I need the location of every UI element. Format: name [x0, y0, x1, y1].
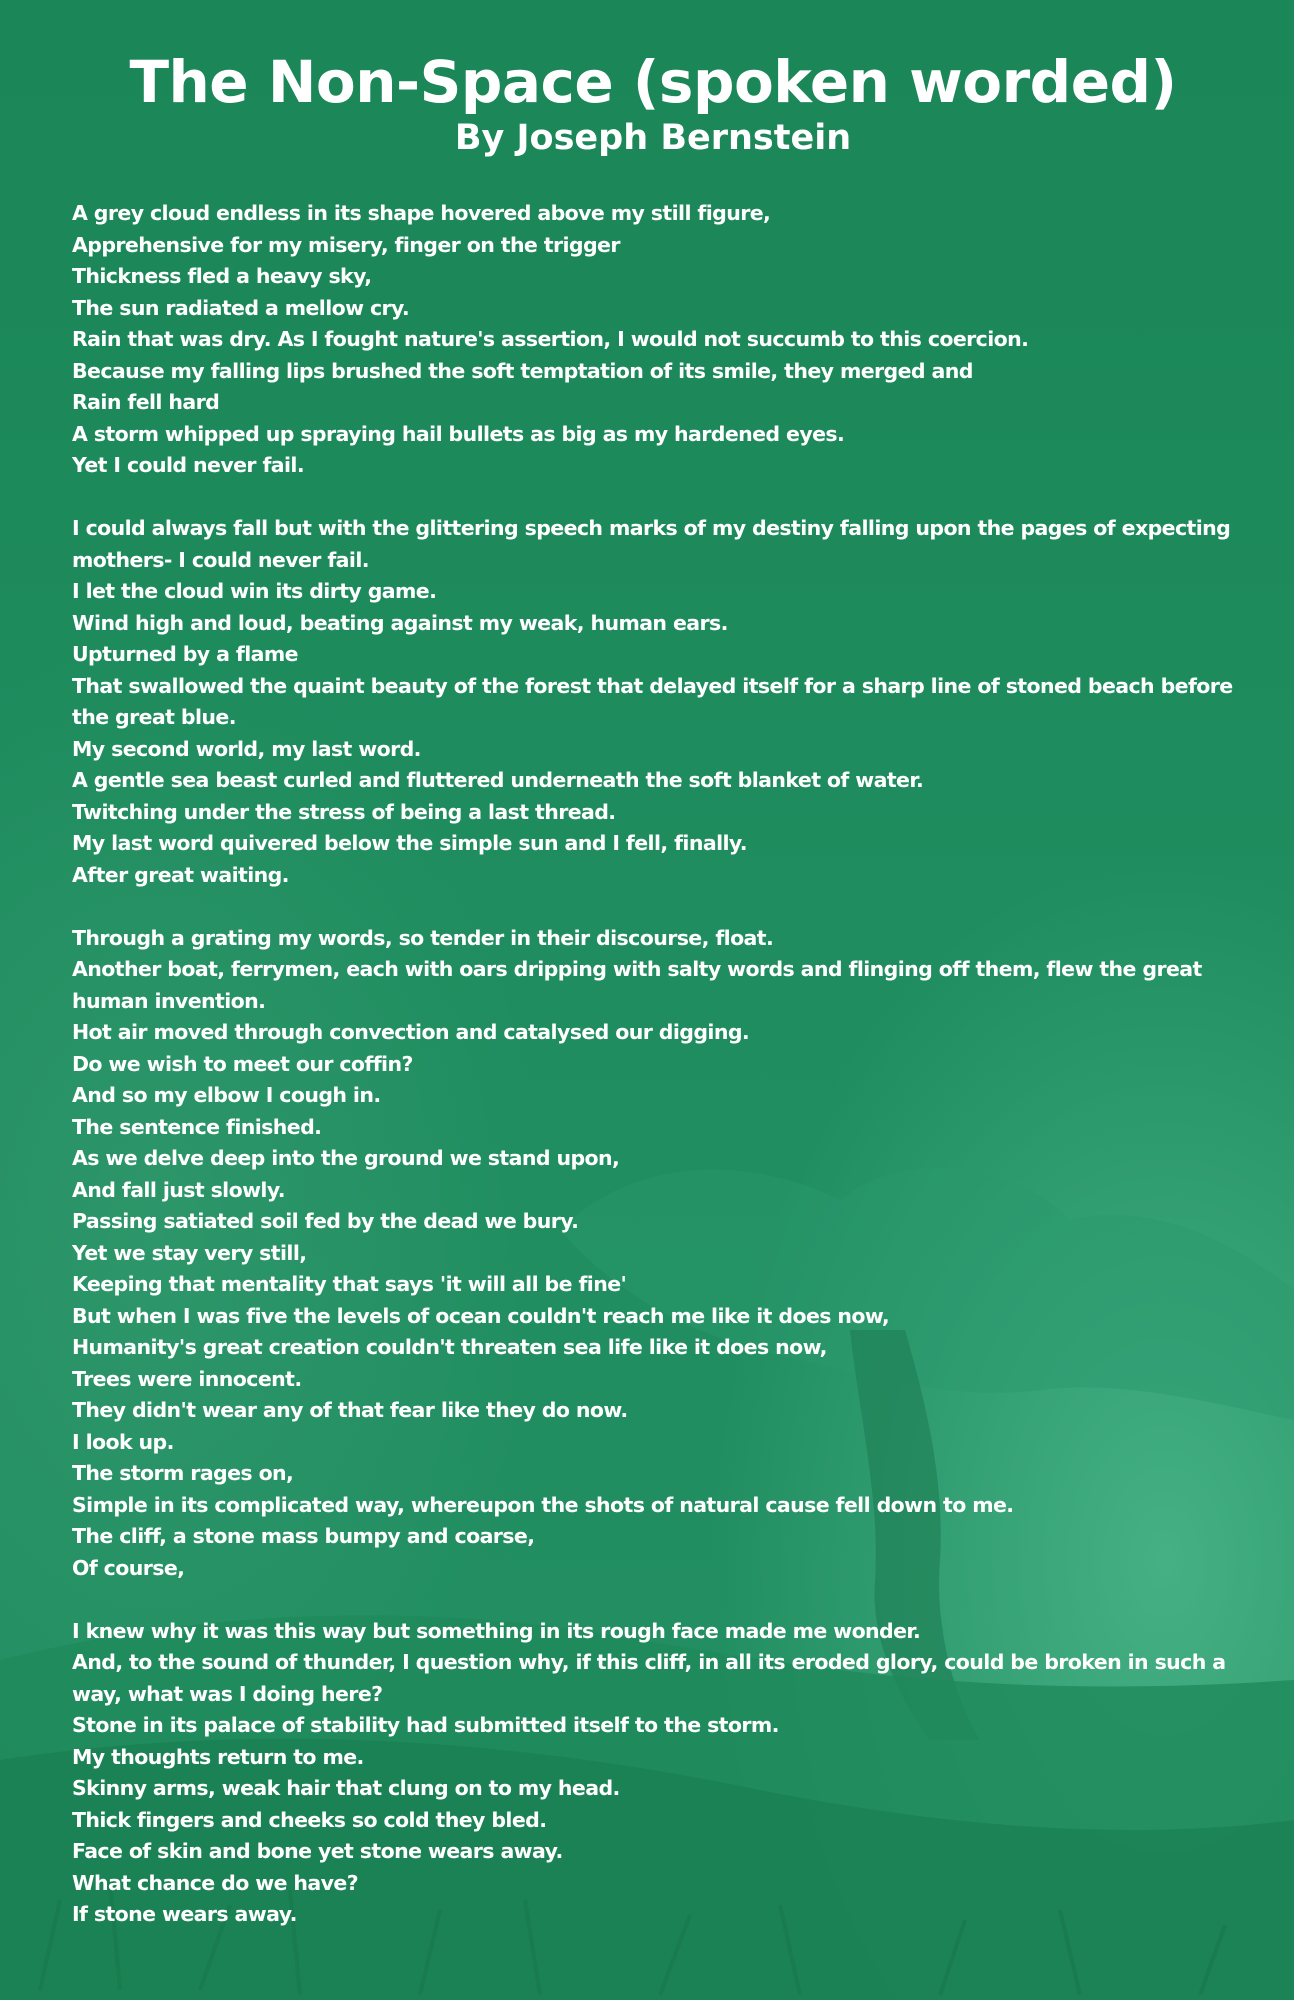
poem-author: By Joseph Bernstein — [454, 118, 852, 158]
poem-body — [72, 198, 1234, 1931]
poem-line: Another boat, ferrymen, each with oars dripping with salty words and flinging off them, flew the great human invention. — [72, 957, 1202, 1013]
poem-line: Face of skin and bone yet stone wears away. — [72, 1839, 563, 1863]
poem-line: I knew why it was this way but something in its rough face made me wonder. — [72, 1618, 921, 1643]
poem-line: Do we wish to meet our coffin? — [72, 1051, 413, 1076]
poem-line: Skinny arms, weak hair that clung on to my head. — [72, 1776, 620, 1800]
poem-stanza — [72, 1616, 1234, 1931]
poem-line: I look up. — [72, 1429, 174, 1454]
poem-line: A gentle sea beast curled and fluttered underneath the soft blanket of water. — [72, 768, 924, 792]
poem-line: Humanity's great creation couldn't threaten sea life like it does now, — [72, 1335, 827, 1359]
poem-stanza — [72, 923, 1234, 1585]
poem-line: If stone wears away. — [72, 1902, 297, 1926]
poem-line: Simple in its complicated way, whereupon the shots of natural cause fell down to me. — [72, 1492, 1014, 1517]
poem-title: The Non-Space (spoken worded) — [129, 48, 1177, 116]
poem-line: They didn't wear any of that fear like they do now. — [72, 1398, 628, 1422]
poem-line: The sun radiated a mellow cry. — [72, 295, 410, 320]
poem-line: My thoughts return to me. — [72, 1744, 364, 1769]
poem-line: The sentence finished. — [72, 1114, 322, 1139]
poem-line: Stone in its palace of stability had submitted itself to the storm. — [72, 1713, 779, 1737]
poem-line: As we delve deep into the ground we stand upon, — [72, 1146, 620, 1170]
poem-line: Yet we stay very still, — [72, 1240, 307, 1265]
poem-line: Yet I could never fail. — [72, 453, 305, 477]
poem-line: What chance do we have? — [72, 1870, 359, 1895]
poem-stanza — [72, 513, 1234, 891]
poem-line: A storm whipped up spraying hail bullets as big as my hardened eyes. — [72, 421, 845, 446]
poem-line: Thickness fled a heavy sky, — [72, 264, 372, 288]
poem-line: A grey cloud endless in its shape hovered above my still figure, — [72, 201, 771, 225]
poem-line: The cliff, a stone mass bumpy and coarse, — [72, 1524, 535, 1548]
poem-line: Trees were innocent. — [72, 1366, 302, 1391]
poem-line: And fall just slowly. — [72, 1177, 285, 1202]
poem-line: But when I was five the levels of ocean couldn't reach me like it does now, — [72, 1303, 890, 1328]
poem-line: My last word quivered below the simple sun and I fell, finally. — [72, 831, 747, 855]
poem-line: Passing satiated soil fed by the dead we bury. — [72, 1209, 579, 1233]
poem-line: I let the cloud win its dirty game. — [72, 579, 437, 603]
poem-line: Because my falling lips brushed the soft temptation of its smile, they merged and — [72, 358, 973, 383]
poem-stanza — [72, 198, 1234, 482]
poem-line: Hot air moved through convection and catalysed our digging. — [72, 1020, 750, 1044]
poem-line: And so my elbow I cough in. — [72, 1083, 381, 1107]
poem-line: Wind high and loud, beating against my weak, human ears. — [72, 610, 728, 635]
poem-line: And, to the sound of thunder, I question why, if this cliff, in all its eroded glory, could be broken in such a way, what was I doing here? — [72, 1650, 1226, 1706]
poem-line: That swallowed the quaint beauty of the forest that delayed itself for a sharp line of stoned beach before the great blue. — [72, 673, 1233, 729]
poem-line: The storm rages on, — [72, 1461, 294, 1485]
poem-line: Twitching under the stress of being a last thread. — [72, 799, 616, 824]
poem-line: Rain that was dry. As I fought nature's assertion, I would not succumb to this coercion. — [72, 327, 1029, 351]
poem-line: Thick fingers and cheeks so cold they bled. — [72, 1807, 547, 1832]
poem-line: Rain fell hard — [72, 390, 220, 414]
poem-line: I could always fall but with the glittering speech marks of my destiny falling upon the pages of expecting mothers- I could never fail. — [72, 516, 1231, 572]
poem-line: Apprehensive for my misery, finger on the trigger — [72, 232, 620, 257]
poem-line: After great waiting. — [72, 862, 289, 887]
poem-line: Keeping that mentality that says 'it will all be fine' — [72, 1272, 627, 1296]
poem-line: My second world, my last word. — [72, 736, 421, 761]
poem-line: Upturned by a flame — [72, 642, 298, 666]
poem-line: Through a grating my words, so tender in their discourse, float. — [72, 925, 774, 950]
poem-line: Of course, — [72, 1555, 185, 1580]
